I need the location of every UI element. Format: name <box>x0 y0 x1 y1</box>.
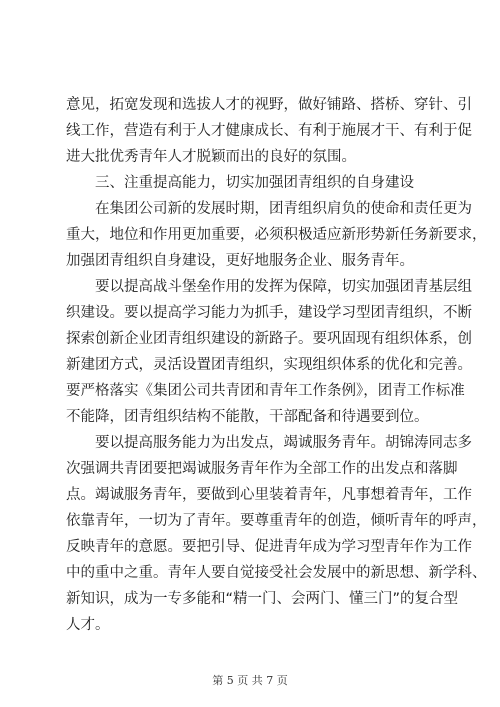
text-line: 依靠青年，一切为了青年。要尊重青年的创造，倾听青年的呼声， <box>66 513 487 529</box>
text-line: 新知识，成为一专多能和“精一门、会两门、懂三门”的复合型 <box>66 591 459 607</box>
text-line: 要以提高战斗堡垒作用的发挥为保障，切实加强团青基层组 <box>95 279 472 295</box>
text-line: 意见，拓宽发现和选拔人才的视野，做好铺路、搭桥、穿针、引 <box>66 97 472 113</box>
text-line: 进大批优秀青年人才脱颖而出的良好的氛围。 <box>66 149 356 165</box>
section-heading: 三、注重提高能力，切实加强团青组织的自身建设 <box>95 175 414 191</box>
text-line: 中的重中之重。青年人要自觉接受社会发展中的新思想、新学科、 <box>66 565 487 581</box>
text-line: 重大，地位和作用更加重要，必须积极适应新形势新任务新要求， <box>66 227 487 243</box>
text-line: 加强团青组织自身建设，更好地服务企业、服务青年。 <box>66 253 414 269</box>
text-line: 要以提高服务能力为出发点，竭诚服务青年。胡锦涛同志多 <box>95 435 472 451</box>
text-line: 点。竭诚服务青年，要做到心里装着青年，凡事想着青年，工作 <box>66 487 472 503</box>
text-line: 探索创新企业团青组织建设的新路子。要巩固现有组织体系，创 <box>66 331 472 347</box>
text-line: 不能降，团青组织结构不能散，干部配备和待遇要到位。 <box>66 409 429 425</box>
page-number-footer: 第 5 页 共 7 页 <box>212 674 288 687</box>
text-line: 织建设。要以提高学习能力为抓手，建设学习型团青组织，不断 <box>66 305 472 321</box>
text-line: 次强调共青团要把竭诚服务青年作为全部工作的出发点和落脚 <box>66 461 458 477</box>
text-line: 反映青年的意愿。要把引导、促进青年成为学习型青年作为工作 <box>66 539 472 555</box>
text-line: 在集团公司新的发展时期，团青组织肩负的使命和责任更为 <box>95 201 472 217</box>
text-line: 人才。 <box>66 617 110 633</box>
text-line: 线工作，营造有利于人才健康成长、有利于施展才干、有利于促 <box>66 123 472 139</box>
text-line: 要严格落实《集团公司共青团和青年工作条例》，团青工作标准 <box>66 383 465 399</box>
document-body <box>66 92 487 638</box>
text-line: 新建团方式，灵活设置团青组织，实现组织体系的优化和完善。 <box>66 357 472 373</box>
